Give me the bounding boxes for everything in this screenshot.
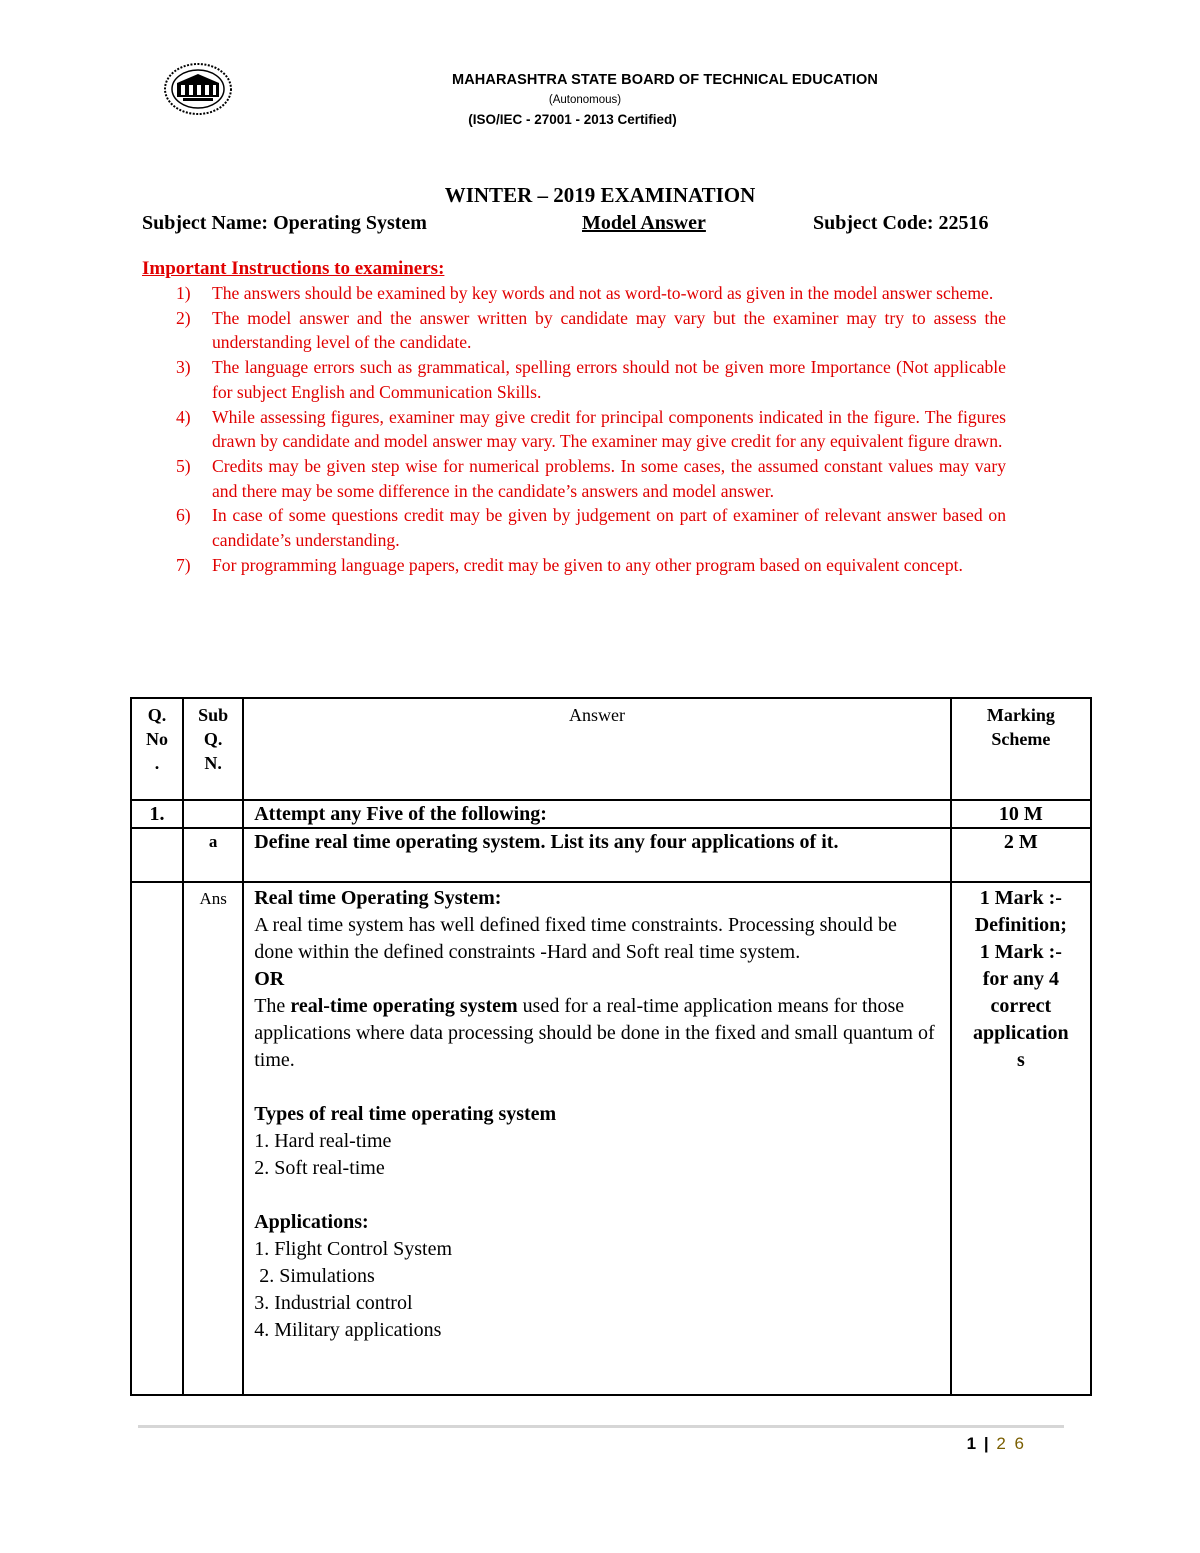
answer-text: The xyxy=(254,995,291,1017)
page-separator: | xyxy=(983,1434,989,1453)
list-item: 1. Flight Control System xyxy=(254,1238,453,1260)
instruction-item xyxy=(142,281,1006,306)
marking-line: 1 Mark :- xyxy=(979,941,1062,963)
instruction-number: 5) xyxy=(176,455,191,476)
applications-heading: Applications: xyxy=(254,1211,369,1233)
footer-divider xyxy=(138,1425,1064,1428)
marking-line: for any 4 xyxy=(982,968,1059,990)
subject-name: Subject Name: Operating System xyxy=(142,212,427,234)
iso-certification xyxy=(400,112,1085,127)
instruction-text: The language errors such as grammatical, spelling errors should not be given more Importance (Not applicable for subject English and Communication Skills. xyxy=(212,357,1006,402)
header-sub-q xyxy=(183,698,243,800)
answer-paragraph xyxy=(254,993,935,1074)
answer-label: Ans xyxy=(183,882,243,1395)
msbte-logo xyxy=(163,62,233,116)
answer-bold-term: real-time operating system xyxy=(290,995,518,1017)
instruction-item xyxy=(142,355,1006,404)
question-marks: 10 M xyxy=(951,800,1091,828)
instruction-number: 2) xyxy=(176,307,191,328)
header-marking-line: Marking xyxy=(986,705,1055,725)
instruction-item xyxy=(142,454,1006,503)
question-number-cell xyxy=(131,882,183,1395)
sub-question-cell xyxy=(183,800,243,828)
question-number: 1. xyxy=(131,800,183,828)
sub-question-marks: 2 M xyxy=(951,828,1091,882)
header-sub-q-line: Q. xyxy=(203,729,223,749)
answer-heading: Real time Operating System: xyxy=(254,887,502,909)
instruction-number: 4) xyxy=(176,406,191,427)
marking-line: 1 Mark :- xyxy=(979,887,1062,909)
instruction-number: 3) xyxy=(176,357,191,378)
sub-question-text: Define real time operating system. List its any four applications of it. xyxy=(243,828,950,882)
instruction-text: Credits may be given step wise for numerical problems. In some cases, the assumed constant values may vary and there may be some difference in the candidate’s answers and model answer. xyxy=(212,455,1006,501)
instruction-number: 7) xyxy=(176,554,191,575)
instruction-item xyxy=(142,405,1006,454)
answer-content xyxy=(243,882,950,1395)
instructions-list xyxy=(142,281,1006,577)
instruction-text: The answers should be examined by key words and not as word-to-word as given in the model answer scheme. xyxy=(212,283,994,303)
instruction-item xyxy=(142,306,1006,355)
question-text: Attempt any Five of the following: xyxy=(243,800,950,828)
instruction-text: For programming language papers, credit may be given to any other program based on equivalent concept. xyxy=(212,554,963,575)
autonomous-label: (Autonomous) xyxy=(548,94,622,106)
list-item: 2. Simulations xyxy=(254,1265,375,1287)
header-answer: Answer xyxy=(243,698,950,800)
current-page: 1 xyxy=(966,1434,977,1453)
list-item: 3. Industrial control xyxy=(254,1292,413,1314)
answer-or: OR xyxy=(254,968,285,990)
instruction-number: 6) xyxy=(176,505,191,526)
board-name: MAHARASHTRA STATE BOARD OF TECHNICAL EDUCATION xyxy=(452,72,878,88)
subject-code: Subject Code: 22516 xyxy=(813,212,989,234)
marking-line: Definition; xyxy=(974,914,1067,936)
header-sub-q-line: Sub xyxy=(198,705,229,725)
header-marking-line: Scheme xyxy=(991,729,1051,749)
instruction-number: 1) xyxy=(176,283,191,303)
iso-text: (ISO/IEC - 27001 - 2013 Certified) xyxy=(468,112,677,127)
instruction-text: The model answer and the answer written by candidate may vary but the examiner may try to assess the understanding level of the candidate. xyxy=(212,307,1006,353)
table-header-row xyxy=(131,698,1091,800)
instruction-text: While assessing figures, examiner may give credit for principal components indicated in the figure. The figures drawn by candidate and model answer may vary. The examiner may give credit for any equivalent figure drawn. xyxy=(212,406,1006,452)
table-row xyxy=(131,882,1091,1395)
table-row xyxy=(131,800,1091,828)
page-number xyxy=(967,1434,1026,1454)
answer-table xyxy=(130,697,1092,1396)
answer-paragraph: A real time system has well defined fixed time constraints. Processing should be done within the defined constraints -Hard and Soft real time system. xyxy=(254,914,897,963)
model-answer-label: Model Answer xyxy=(582,212,706,234)
header-q-no xyxy=(131,698,183,800)
table-row xyxy=(131,828,1091,882)
marking-line: correct xyxy=(990,995,1052,1017)
header-q-no-line: No xyxy=(146,729,169,749)
marking-line: s xyxy=(1016,1049,1025,1071)
exam-title: WINTER – 2019 EXAMINATION xyxy=(444,183,756,207)
instructions-heading: Important Instructions to examiners: xyxy=(142,258,445,279)
list-item: 2. Soft real-time xyxy=(254,1157,385,1179)
marking-line: application xyxy=(973,1022,1069,1044)
header-marking xyxy=(951,698,1091,800)
answer-text: used for a real-time application means for those applications where data processing should be done in the fixed and small quantum of time. xyxy=(254,995,935,1071)
types-heading: Types of real time operating system xyxy=(254,1103,557,1125)
question-number-cell xyxy=(131,828,183,882)
total-pages: 2 6 xyxy=(996,1434,1026,1453)
header-q-no-line: Q. xyxy=(147,705,167,725)
instruction-item xyxy=(142,553,1006,578)
list-item: 1. Hard real-time xyxy=(254,1130,392,1152)
list-item: 4. Military applications xyxy=(254,1319,442,1341)
answer-marking xyxy=(951,882,1091,1395)
instruction-text: In case of some questions credit may be given by judgement on part of examiner of relevant answer based on candidate’s understanding. xyxy=(212,505,1006,551)
header-q-no-line: . xyxy=(154,753,160,773)
instruction-item xyxy=(142,503,1006,552)
sub-question-label: a xyxy=(183,828,243,882)
header-sub-q-line: N. xyxy=(204,753,222,773)
